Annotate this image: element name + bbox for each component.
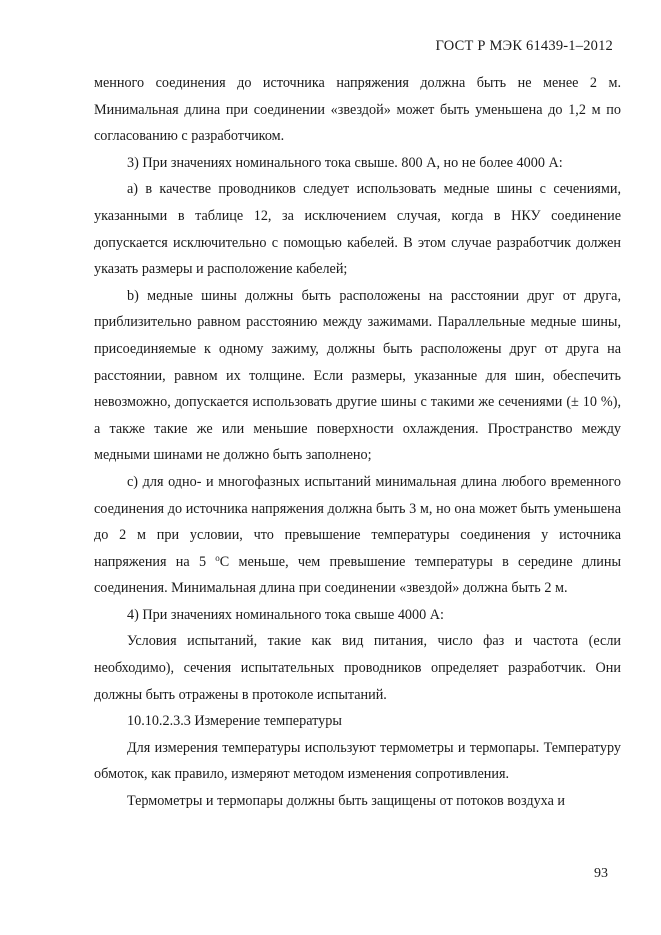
paragraph-item-c-text-start: c) для одно- и многофазных испытаний минимальная длина любого временного соединения до источника напряжения должна быть 3 м, но она может быть уменьшена до 2 м при условии, что превышение температуры соединения у источника напряжения на 5	[94, 473, 621, 570]
section-heading-10-10-2-3-3: 10.10.2.3.3 Измерение температуры	[127, 713, 342, 730]
document-header: ГОСТ Р МЭК 61439-1–2012	[435, 38, 613, 54]
paragraph-item-3: 3) При значениях номинального тока свыше. 800 А, но не более 4000 А:	[127, 154, 563, 171]
document-body	[94, 70, 621, 815]
paragraph-item-a: a) в качестве проводников следует использовать медные шины с сечениями, указанными в таблице 12, за исключением случая, когда в НКУ соединение допускается исключительно с помощью кабелей. В этом случае разработчик должен указать размеры и расположение кабелей;	[94, 181, 621, 278]
paragraph-thermometers: Термометры и термопары должны быть защищены от потоков воздуха и	[127, 793, 566, 810]
paragraph-item-b: b) медные шины должны быть расположены на расстоянии друг от друга, приблизительно равном расстоянию между зажимами. Параллельные медные шины, присоединяемые к одному зажиму, должны быть расположены друг от друга на расстоянии, равном их толщине. Если размеры, указанные для шин, обеспечить невозможно, допускается использовать другие шины с такими же сечениями (± 10 %), а также такие же или меньшие поверхности охлаждения. Пространство между медными шинами не должно быть заполнено;	[94, 287, 621, 464]
paragraph-item-c-text-end: С меньше, чем превышение температуры в середине длины соединения. Минимальная длина при соединении «звездой» должна быть 2 м.	[94, 553, 621, 597]
paragraph-item-4: 4) При значениях номинального тока свыше 4000 А:	[127, 606, 444, 623]
page-number: 93	[594, 866, 608, 881]
paragraph-item-c	[94, 469, 621, 602]
paragraph-test-conditions: Условия испытаний, такие как вид питания, число фаз и частота (если необходимо), сечения испытательных проводников определяет разработчик. Они должны быть отражены в протоколе испытаний.	[94, 633, 621, 703]
paragraph-continuation: менного соединения до источника напряжения должна быть не менее 2 м. Минимальная длина при соединении «звездой» может быть уменьшена до 1,2 м по согласованию с разработчиком.	[94, 75, 621, 145]
paragraph-measurement: Для измерения температуры используют термометры и термопары. Температуру обмоток, как правило, измеряют методом изменения сопротивления.	[94, 739, 621, 783]
degree-sign: о	[215, 552, 220, 563]
